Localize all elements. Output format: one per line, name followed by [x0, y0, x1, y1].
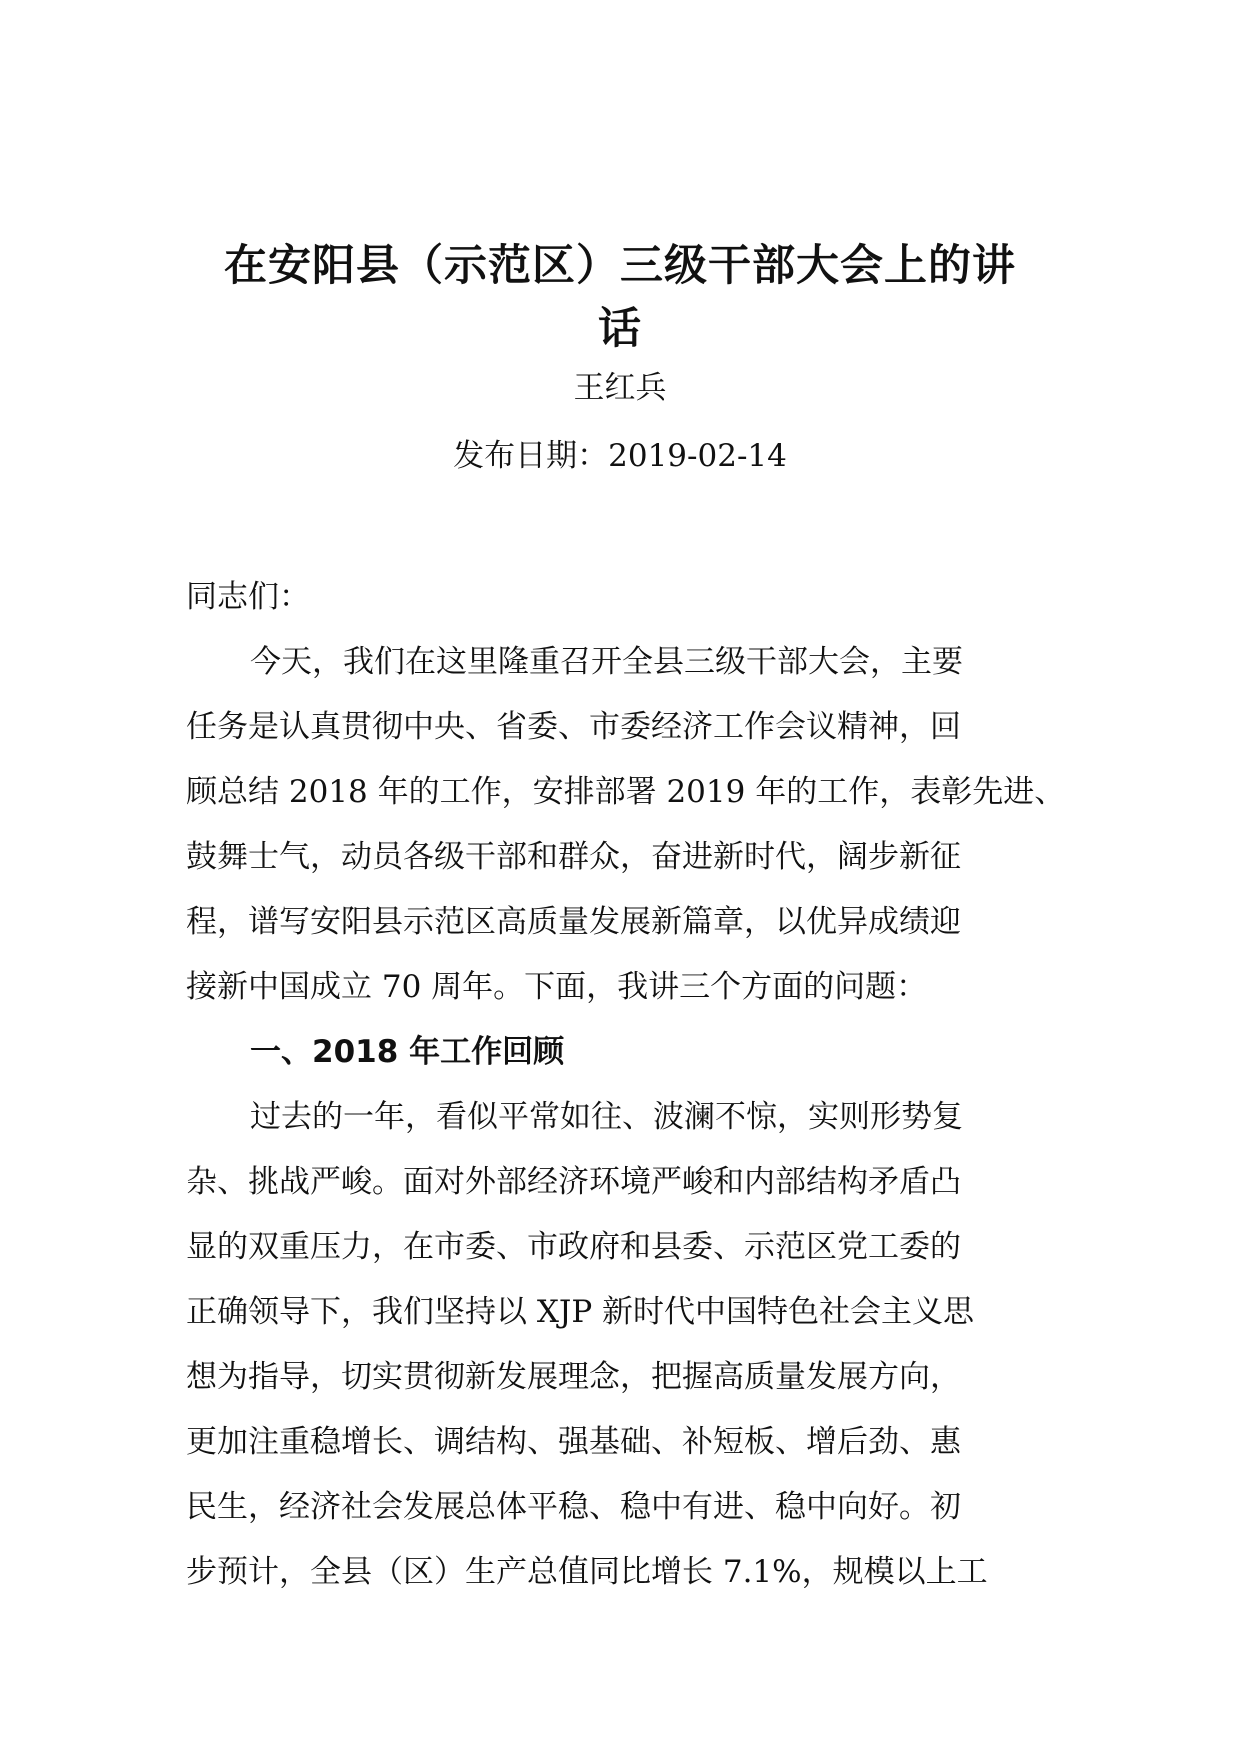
paragraph-line: 顾总结 2018 年的工作，安排部署 2019 年的工作，表彰先进、 — [186, 774, 1066, 810]
paragraph-line: 正确领导下，我们坚持以 XJP 新时代中国特色社会主义思 — [186, 1294, 975, 1330]
paragraph-line: 民生，经济社会发展总体平稳、稳中有进、稳中向好。初 — [186, 1489, 961, 1525]
document-title — [190, 235, 1050, 361]
paragraph-line: 杂、挑战严峻。面对外部经济环境严峻和内部结构矛盾凸 — [186, 1164, 961, 1200]
paragraph-line: 鼓舞士气，动员各级干部和群众，奋进新时代，阔步新征 — [186, 839, 961, 875]
document-body — [186, 565, 1068, 1605]
title-line-1: 在安阳县（示范区）三级干部大会上的讲 — [224, 241, 1016, 291]
paragraph-line: 任务是认真贯彻中央、省委、市委经济工作会议精神，回 — [186, 709, 961, 745]
paragraph-line: 过去的一年，看似平常如往、波澜不惊，实则形势复 — [250, 1099, 963, 1135]
paragraph-line: 程，谱写安阳县示范区高质量发展新篇章，以优异成绩迎 — [186, 904, 961, 940]
paragraph-line: 今天，我们在这里隆重召开全县三级干部大会，主要 — [250, 644, 963, 680]
salutation: 同志们： — [186, 579, 310, 615]
paragraph-line: 接新中国成立 70 周年。下面，我讲三个方面的问题： — [186, 969, 928, 1005]
title-line-2: 话 — [598, 304, 642, 354]
paragraph-line: 更加注重稳增长、调结构、强基础、补短板、增后劲、惠 — [186, 1424, 961, 1460]
author-name: 王红兵 — [573, 370, 667, 406]
section-heading: 一、2018 年工作回顾 — [250, 1034, 565, 1070]
publish-date: 发布日期：2019-02-14 — [453, 438, 787, 474]
paragraph-line: 显的双重压力，在市委、市政府和县委、示范区党工委的 — [186, 1229, 961, 1265]
paragraph-line: 步预计，全县（区）生产总值同比增长 7.1%，规模以上工 — [186, 1554, 988, 1590]
paragraph-line: 想为指导，切实贯彻新发展理念，把握高质量发展方向， — [186, 1359, 961, 1395]
